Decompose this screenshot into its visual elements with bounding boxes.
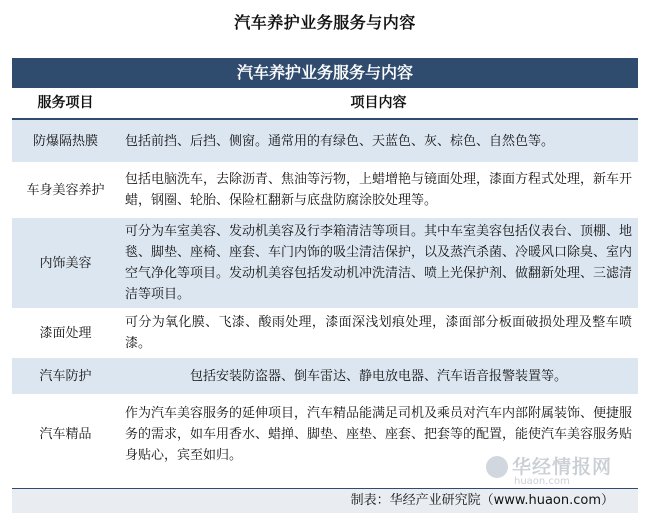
table-row (12, 218, 638, 308)
watermark (486, 452, 626, 488)
watermark-text: 华经情报网 (512, 456, 613, 478)
service-table (12, 58, 638, 474)
table-row (12, 358, 638, 394)
table-row (12, 308, 638, 358)
table-row (12, 120, 638, 162)
row-item-content: 可分为氧化膜、飞漆、酸雨处理，漆面深浅划痕处理，漆面部分板面破损处理及整车喷漆。 (125, 315, 632, 351)
row-service-item: 汽车精品 (39, 426, 92, 442)
table-row (12, 162, 638, 218)
header-item-content: 项目内容 (350, 95, 407, 111)
row-item-content: 包括安装防盗器、倒车雷达、静电放电器、汽车语音报警装置等。 (189, 368, 567, 384)
header-service-item: 服务项目 (37, 95, 94, 111)
watermark-logo-icon (486, 456, 508, 478)
row-item-content: 包括前挡、后挡、侧窗。通常用的有绿色、天蓝色、灰、棕色、自然色等。 (125, 133, 555, 149)
table-caption: 汽车养护业务服务与内容 (12, 58, 638, 88)
row-service-item: 内饰美容 (39, 255, 92, 271)
footer-source-note (12, 488, 638, 513)
row-item-content: 包括电脑洗车，去除沥青、焦油等污物，上蜡增艳与镜面处理，漆面方程式处理，新车开蜡，钢圈、轮胎、保险杠翻新与底盘防腐涂胶处理等。 (125, 172, 633, 208)
table-header-row (12, 88, 638, 120)
watermark-url: huaon.com (514, 476, 570, 487)
row-service-item: 漆面处理 (39, 325, 92, 341)
footer-source-text: 制表：华经产业研究院（www.huaon.com） (350, 493, 614, 508)
row-item-content: 可分为车室美容、发动机美容及行李箱清洁等项目。其中车室美容包括仪表台、顶棚、地毯、脚垫、座椅、座套、车门内饰的吸尘清洁保护，以及蒸汽杀菌、冷暖风口除臭、室内空气净化等项目。发动机美容包括发动机冲洗清洁、喷上光保护剂、做翻新处理、三滤清洁等项目。 (125, 224, 633, 302)
row-service-item: 车身美容养护 (26, 182, 105, 198)
row-item-content: 作为汽车美容服务的延伸项目，汽车精品能满足司机及乘员对汽车内部附属装饰、便捷服务的需求，如车用香水、蜡掸、脚垫、座垫、座套、把套等的配置，能使汽车美容服务贴身贴心，宾至如归。 (125, 405, 633, 463)
page-title: 汽车养护业务服务与内容 (234, 13, 416, 32)
row-service-item: 汽车防护 (39, 368, 92, 384)
row-service-item: 防爆隔热膜 (32, 133, 98, 149)
